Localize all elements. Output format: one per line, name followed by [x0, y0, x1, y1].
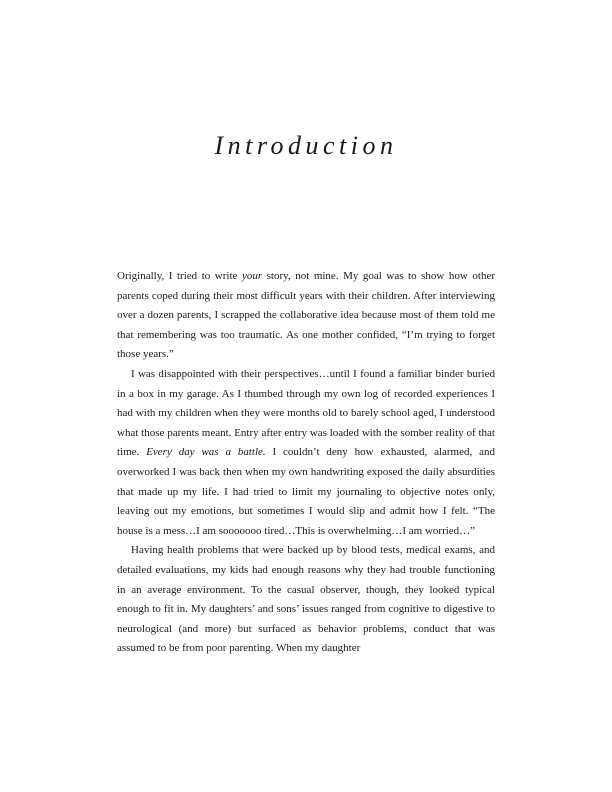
paragraph-1-text-a: Originally, I tried to write [117, 270, 242, 282]
paragraph-2 [117, 365, 495, 541]
paragraph-3-text: Having health problems that were backed up by blood tests, medical exams, and detailed evaluations, my kids had enough reasons why they had trouble functioning in an average environment. To the casual observer, though, they looked typical enough to fit in. My daughters’ and sons’ issues ranged from cognitive to digestive to neurological (and more) but surfaced as behavior problems, conduct that was assumed to be from poor parenting. When my daughter [117, 544, 495, 655]
body-text [117, 267, 495, 659]
paragraph-1 [117, 267, 495, 365]
paragraph-1-text-b: story, not mine. My goal was to show how other parents coped during their most difficult years with their children. After interviewing over a dozen parents, I scrapped the collaborative idea because most of them told me that remembering was too traumatic. As one mother confided, “I’m trying to forget those years.” [117, 270, 495, 361]
chapter-title: Introduction [214, 131, 398, 160]
paragraph-1-emphasis: your [241, 270, 263, 282]
paragraph-2-text-a: I was disappointed with their perspectives…until I found a familiar binder buried in a box in my garage. As I thumbed through my own log of recorded experiences I had with my children when they were months old to barely school aged, I understood what those parents meant. Entry after entry was loaded with the somber reality of that time. [117, 367, 495, 459]
paragraph-2-emphasis: Every day was a battle. [146, 446, 266, 459]
paragraph-3 [117, 541, 495, 659]
paragraph-2-text-b: I couldn’t deny how exhausted, alarmed, and overworked I was back then when my own handwriting exposed the daily absurdities that made up my life. I had tried to limit my journaling to objective notes only, leaving out my emotions, but sometimes I would slip and admit how I felt. “The house is a mess…I am sooooooo tired…This is overwhelming…I am worried…” [117, 446, 495, 537]
